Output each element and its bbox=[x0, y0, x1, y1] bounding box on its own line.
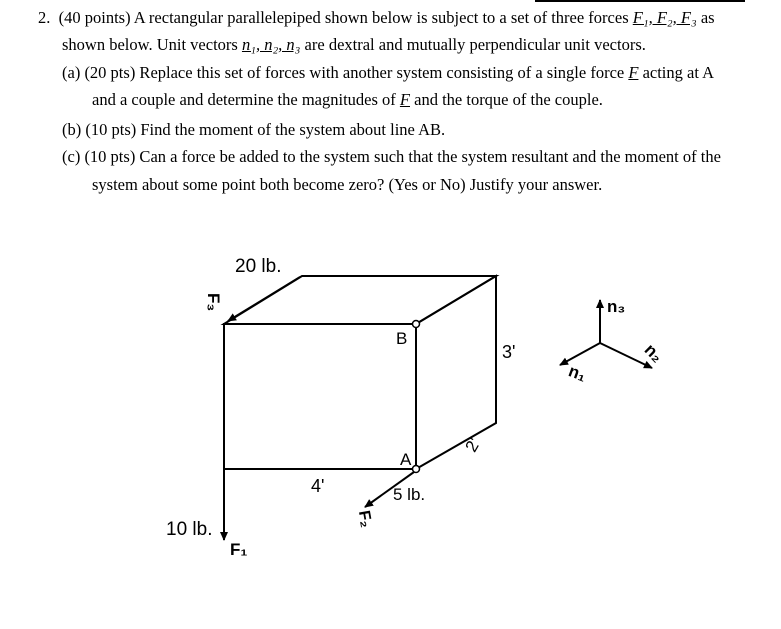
force-mid-label: 5 lb. bbox=[393, 485, 426, 504]
unit-n3-label: n₃ bbox=[607, 297, 626, 316]
box-front-face bbox=[224, 324, 416, 469]
part-b-line: (b) (10 pts) Find the moment of the system about line AB. bbox=[62, 120, 446, 139]
force-f-a: F bbox=[628, 63, 639, 82]
force-f3-arrow bbox=[228, 277, 300, 321]
forces-list: F₁, F₂, F₃ bbox=[632, 8, 697, 27]
unit-n1-axis bbox=[560, 343, 600, 365]
point-b-marker bbox=[413, 321, 420, 328]
unit-vectors-list: n₁, n₂, n₃ bbox=[241, 35, 301, 54]
force-f-a2: F bbox=[399, 90, 410, 109]
width-dimension-label: 4' bbox=[311, 476, 325, 496]
force-top-label: 20 lb. bbox=[235, 256, 282, 277]
part-c-line-2: system about some point both become zero? (Yes or No) Justify your answer. bbox=[92, 175, 603, 194]
height-dimension-label: 3' bbox=[502, 342, 516, 362]
problem-line-2: shown below. Unit vectors n₁, n₂, n₃ are dextral and mutually perpendicular unit vectors. bbox=[62, 35, 646, 54]
point-a-label: A bbox=[400, 450, 412, 469]
force-f3-label: F₃ bbox=[204, 293, 223, 312]
box-right-face bbox=[416, 276, 496, 469]
unit-n2-label: n₂ bbox=[640, 339, 667, 367]
problem-line-1: 2. (40 points) A rectangular parallelepiped shown below is subject to a set of three forces F₁, F₂, F₃ as bbox=[38, 8, 715, 27]
part-a-line-1: (a) (20 pts) Replace this set of forces with another system consisting of a single force F acting at A bbox=[62, 63, 715, 82]
force-f2-label: F₂ bbox=[354, 509, 375, 529]
point-b-label: B bbox=[396, 329, 408, 348]
part-a-line-2: and a couple and determine the magnitudes of F and the torque of the couple. bbox=[92, 90, 603, 109]
force-f1-label: F₁ bbox=[230, 540, 248, 559]
problem-number: 2. bbox=[38, 8, 51, 27]
part-c-line-1: (c) (10 pts) Can a force be added to the system such that the system resultant and the moment of the bbox=[62, 147, 721, 166]
force-bottom-label: 10 lb. bbox=[166, 519, 213, 540]
depth-dimension-label: 2' bbox=[461, 434, 485, 456]
unit-n1-label: n₁ bbox=[566, 361, 589, 386]
